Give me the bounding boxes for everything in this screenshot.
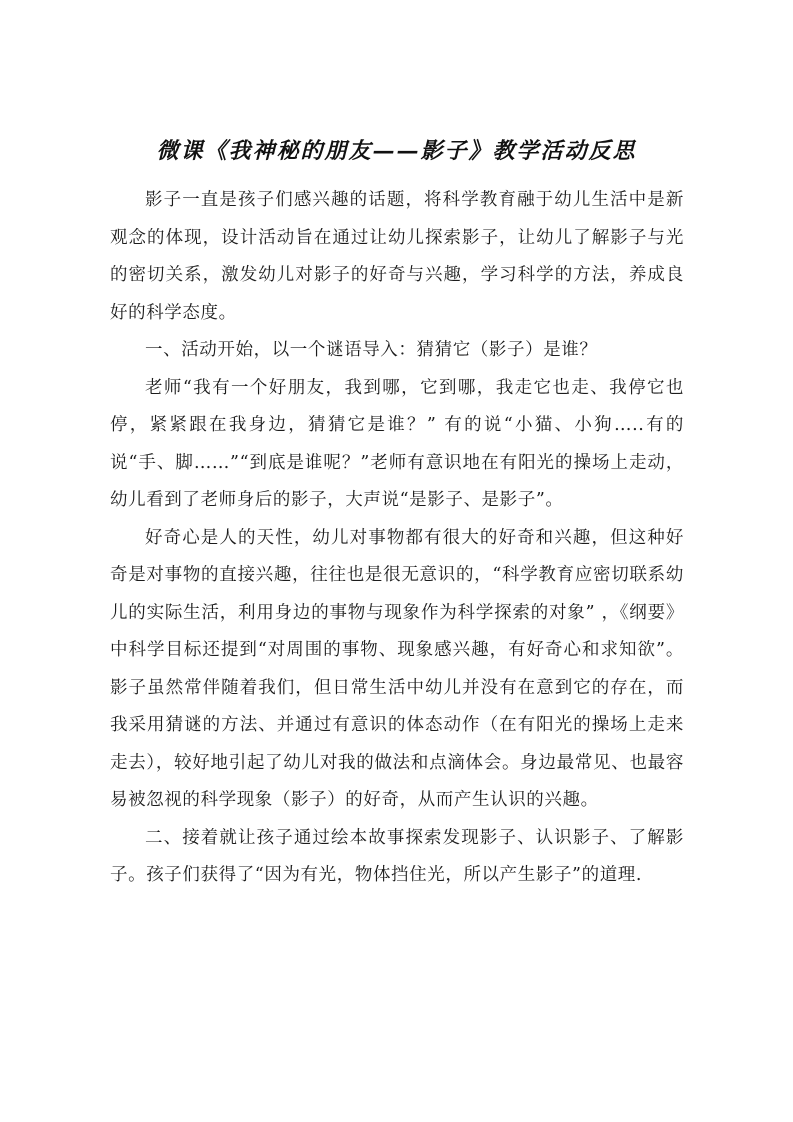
document-title: 微课《我神秘的朋友——影子》教学活动反思 <box>156 137 637 164</box>
paragraph-riddle-dialogue: 老师“我有一个好朋友，我到哪，它到哪，我走它也走、我停它也停，紧紧跟在我身边，猜猜它是谁？” 有的说“小猫、小狗…..有的说“手、脚……”“到底是谁呢？”老师有意识地在有阳光的操场上走动，幼儿看到了老师身后的影子，大声说“是影子、是影子”。 <box>110 377 684 510</box>
paragraph-section-one-heading: 一、活动开始，以一个谜语导入：猜猜它（影子）是谁？ <box>145 340 598 360</box>
paragraph-intro: 影子一直是孩子们感兴趣的话题，将科学教育融于幼儿生活中是新观念的体现，设计活动旨在通过让幼儿探索影子，让幼儿了解影子与光的密切关系，激发幼儿对影子的好奇与兴趣，学习科学的方法，养成良好的科学态度。 <box>110 190 684 323</box>
paragraph-curiosity-analysis: 好奇心是人的天性，幼儿对事物都有很大的好奇和兴趣，但这种好奇是对事物的直接兴趣，往往也是很无意识的，“科学教育应密切联系幼儿的实际生活，利用身边的事物与现象作为科学探索的对象” ，《纲要》中科学目标还提到“对周围的事物、现象感兴趣，有好奇心和求知欲”。影子虽然常伴随着我们，但日常生活中幼儿并没有在意到它的存在，而我采用猜谜的方法、并通过有意识的体态动作（在有阳光的操场上走来走去），较好地引起了幼儿对我的做法和点滴体会。身边最常见、也最容易被忽视的科学现象（影子）的好奇，从而产生认识的兴趣。 <box>110 527 684 810</box>
paragraph-section-two: 二、接着就让孩子通过绘本故事探索发现影子、认识影子、了解影子。孩子们获得了“因为有光，物体挡住光，所以产生影子”的道理. <box>110 827 684 885</box>
document-body <box>110 182 684 895</box>
